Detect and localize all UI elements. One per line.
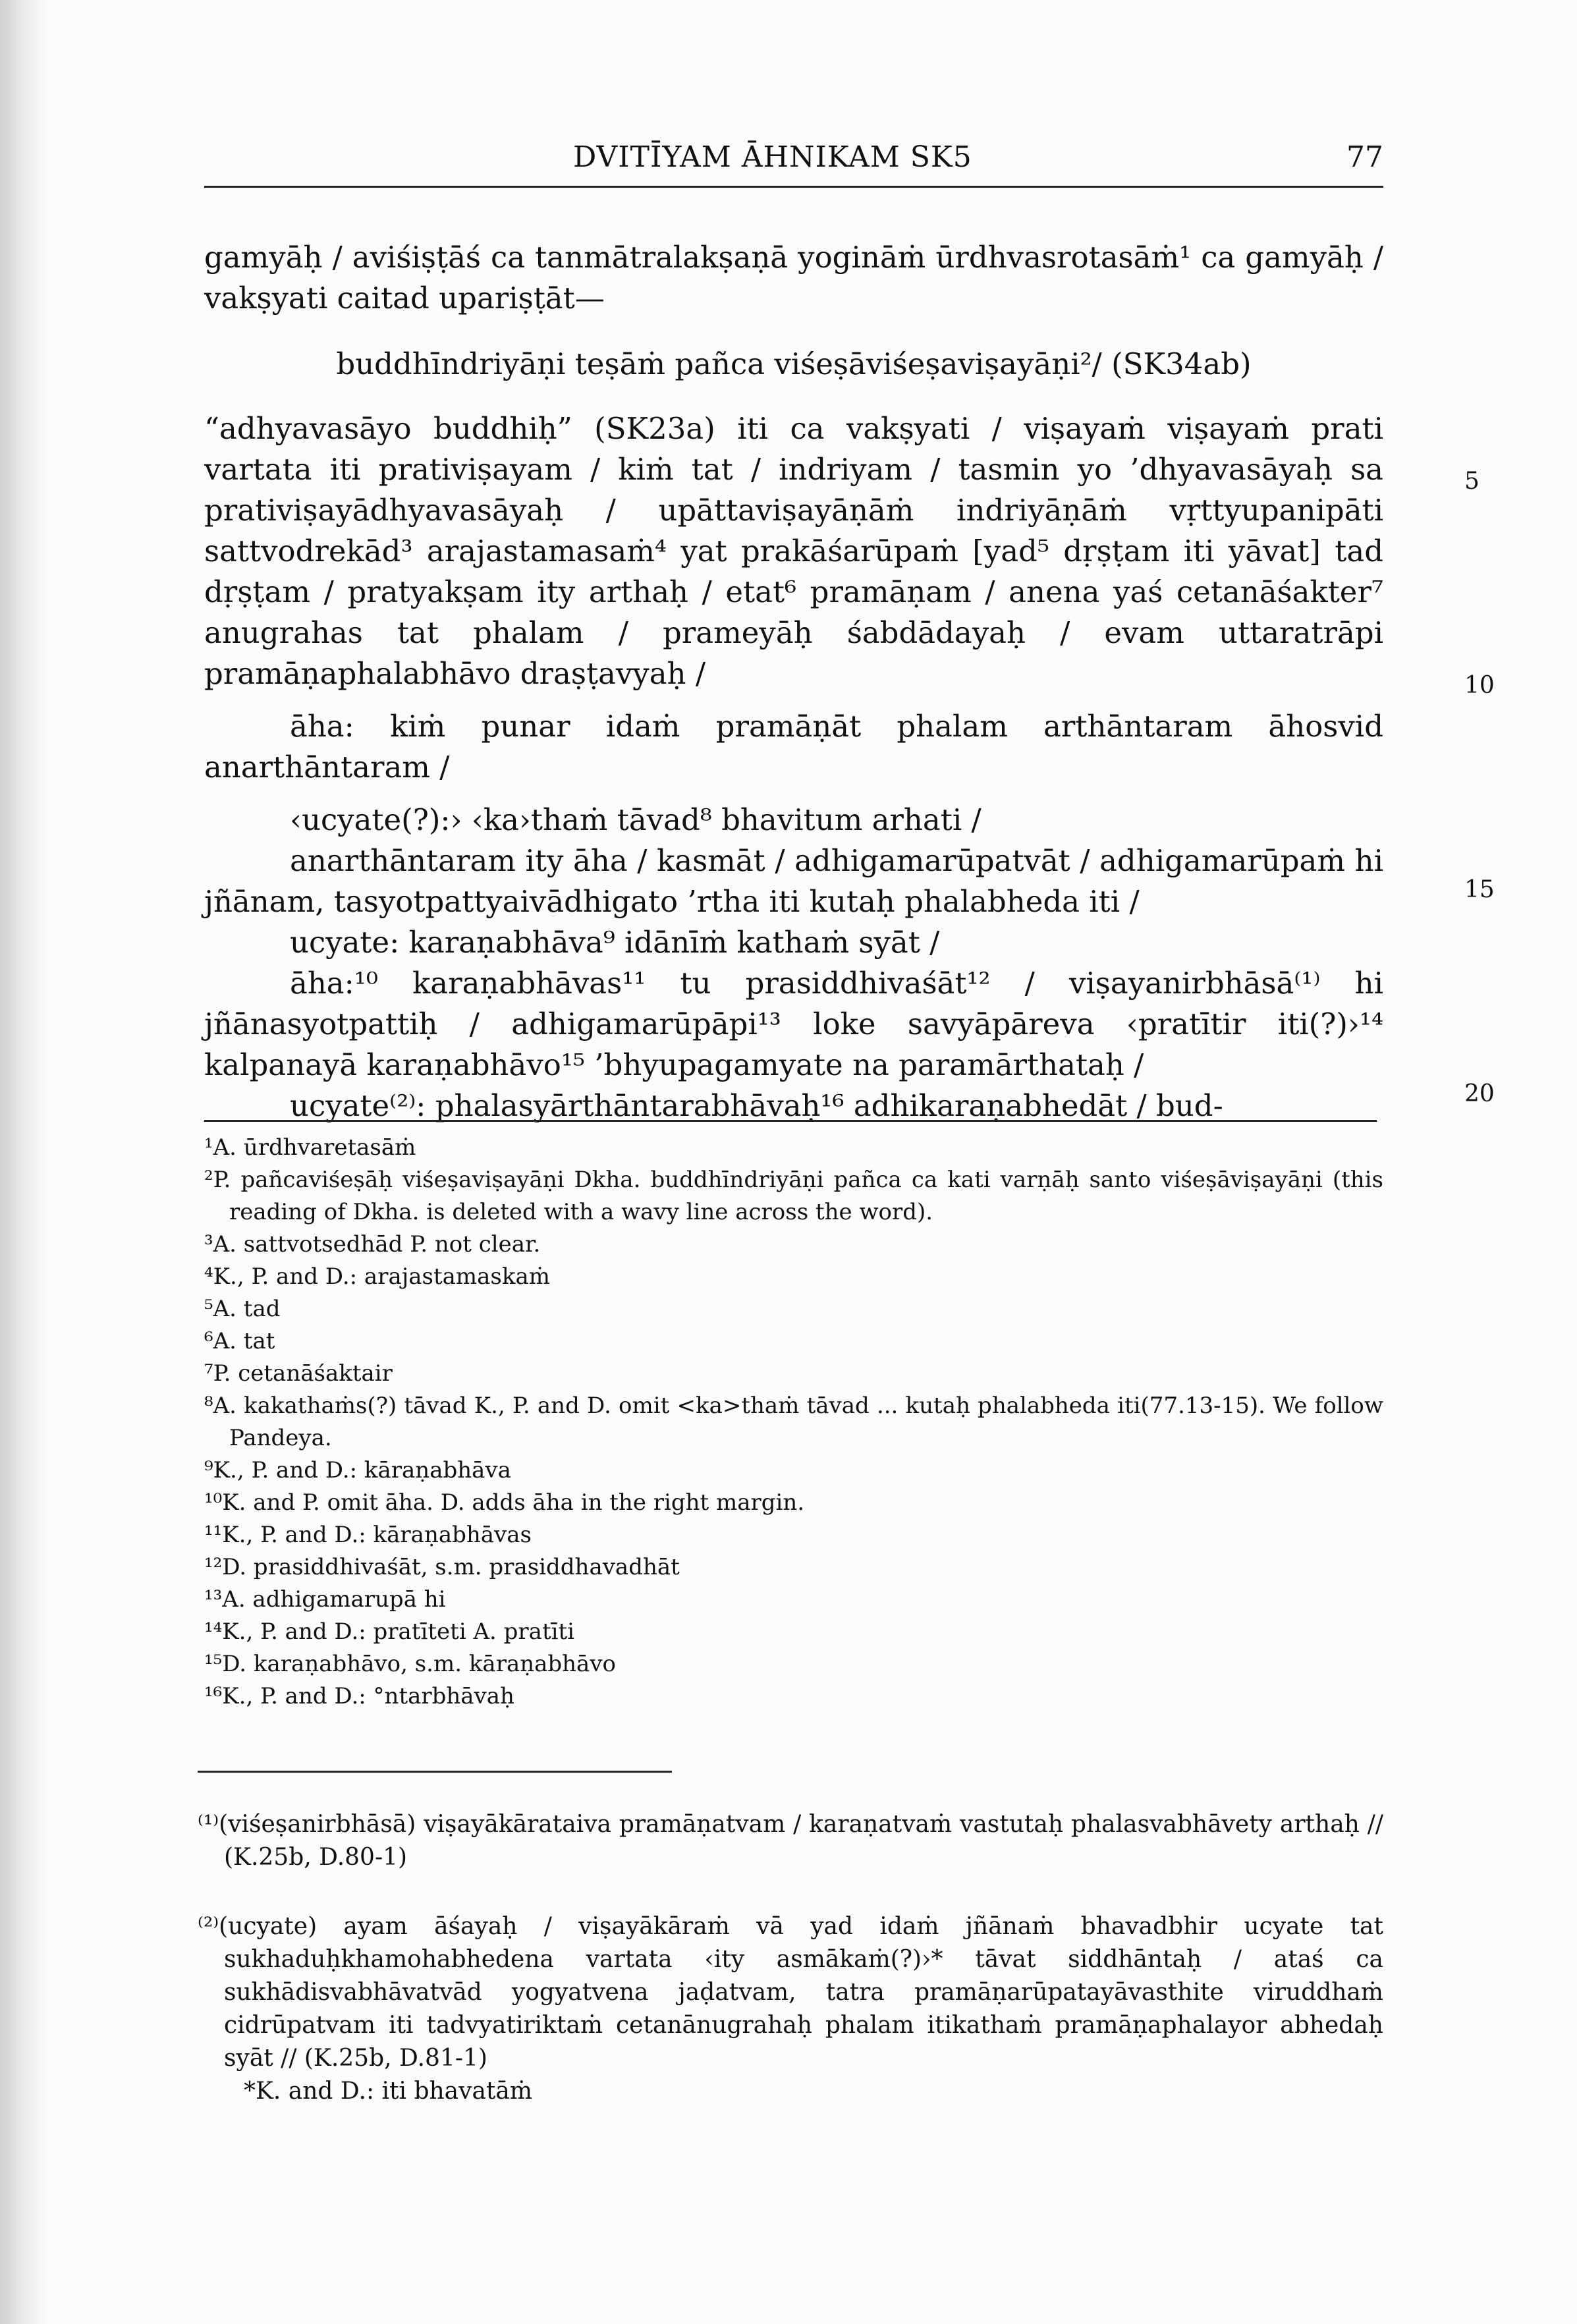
commentary-note-2: ⁽²⁾(ucyate) ayam āśayaḥ / viṣayākāraṁ vā yad idaṁ jñānaṁ bhavadbhir ucyate tat sukhaduḥkhamohabhedena vartata ‹ity asmākaṁ(?)›* tāvat siddhāntaḥ / ataś ca sukhādisvabhāvatvād yogyatvena jaḍatvam, tatra pramāṇarūpatayāvasthite viruddhaṁ cidrūpatvam iti tadvyatiriktaṁ cetanānugrahaḥ phalam itikathaṁ pramāṇaphalayor abhedaḥ syāt // (K.25b, D.81-1) bbox=[198, 1913, 1383, 2072]
paragraph-3: “adhyavasāyo buddhiḥ” (SK23a) iti ca vakṣyati / viṣayaṁ viṣayaṁ prati vartata iti prativiṣayam / kiṁ tat / indriyam / tasmin yo ’dhyavasāyaḥ sa prativiṣayādhyavasāyaḥ / upāttaviṣayāṇāṁ indriyāṇāṁ vṛttyupanipāti sattvodrekād³ arajastamasaṁ⁴ yat prakāśarūpaṁ [yad⁵ dṛṣṭam iti yāvat] tad dṛṣṭam / pratyakṣam ity arthaḥ / etat⁶ pramāṇam / anena yaś cetanāśakter⁷ anugrahas tat phalam / prameyāḥ śabdādayaḥ / evam uttaratrāpi pramāṇaphalabhāvo draṣṭavyaḥ / bbox=[204, 411, 1383, 691]
footnote-13: ¹³A. adhigamarupā hi bbox=[204, 1586, 446, 1613]
paragraph-ucyate-2: ucyate: karaṇabhāva⁹ idānīṁ kathaṁ syāt / bbox=[290, 925, 940, 960]
footnote-10: ¹⁰K. and P. omit āha. D. adds āha in the right margin. bbox=[204, 1489, 805, 1516]
footnote-9: ⁹K., P. and D.: kāraṇabhāva bbox=[204, 1457, 511, 1483]
running-header bbox=[204, 135, 1383, 188]
paragraph-ucyate-3: ucyate⁽²⁾: phalasyārthāntarabhāvaḥ¹⁶ adhikaraṇabhedāt / bud- bbox=[290, 1088, 1223, 1123]
footnote-8: ⁸A. kakathaṁs(?) tāvad K., P. and D. omit <ka>thaṁ tāvad ... kutaḥ phalabheda iti(77.13-15). We follow Pandeya. bbox=[204, 1393, 1383, 1451]
commentary-notes bbox=[198, 1808, 1383, 2144]
line-number-5: 5 bbox=[1464, 468, 1480, 495]
footnote-14: ¹⁴K., P. and D.: pratīteti A. pratīti bbox=[204, 1618, 575, 1645]
paragraph-1: gamyāḥ / aviśiṣṭāś ca tanmātralakṣaṇā yogināṁ ūrdhvasrotasāṁ¹ ca gamyāḥ / vakṣyati caitad upariṣṭāt— bbox=[204, 240, 1383, 316]
main-text bbox=[204, 237, 1383, 1126]
line-number-10: 10 bbox=[1464, 672, 1495, 699]
footnote-1: ¹A. ūrdhvaretasāṁ bbox=[204, 1134, 416, 1161]
footnote-15: ¹⁵D. karaṇabhāvo, s.m. kāraṇabhāvo bbox=[204, 1651, 616, 1677]
line-number-15: 15 bbox=[1464, 876, 1495, 903]
running-title: DVITĪYAM ĀHNIKAM SK5 bbox=[573, 140, 972, 174]
footnote-5: ⁵A. tad bbox=[204, 1296, 281, 1322]
verse-quote: buddhīndriyāṇi teṣāṁ pañca viśeṣāviśeṣaviṣayāṇi²/ (SK34ab) bbox=[336, 346, 1252, 381]
paragraph-aha-2: āha:¹⁰ karaṇabhāvas¹¹ tu prasiddhivaśāt¹² / viṣayanirbhāsā⁽¹⁾ hi jñānasyotpattiḥ / adhigamarūpāpi¹³ loke savyāpāreva ‹pratītir iti(?)›¹⁴ kalpanayā karaṇabhāvo¹⁵ ’bhyupagamyate na paramārthataḥ / bbox=[204, 966, 1383, 1082]
footnote-12: ¹²D. prasiddhivaśāt, s.m. prasiddhavadhāt bbox=[204, 1554, 680, 1580]
commentary-note-star: *K. and D.: iti bhavatāṁ bbox=[244, 2078, 533, 2105]
footnote-3: ³A. sattvotsedhād P. not clear. bbox=[204, 1231, 541, 1258]
header-rule bbox=[204, 186, 1383, 188]
footnote-6: ⁶A. tat bbox=[204, 1328, 275, 1354]
commentary-note-1: ⁽¹⁾(viśeṣanirbhāsā) viṣayākārataiva pramāṇatvam / karaṇatvaṁ vastutaḥ phalasvabhāvety arthaḥ // (K.25b, D.80-1) bbox=[198, 1811, 1383, 1871]
line-number-20: 20 bbox=[1464, 1080, 1495, 1107]
footnote-11: ¹¹K., P. and D.: kāraṇabhāvas bbox=[204, 1522, 532, 1548]
footnote-16: ¹⁶K., P. and D.: °ntarbhāvaḥ bbox=[204, 1683, 514, 1709]
paragraph-anarthantaram: anarthāntaram ity āha / kasmāt / adhigamarūpatvāt / adhigamarūpaṁ hi jñānam, tasyotpattyaivādhigato ’rtha iti kutaḥ phalabheda iti / bbox=[204, 843, 1383, 919]
commentary-rule bbox=[198, 1771, 672, 1773]
scan-edge-shadow bbox=[0, 0, 46, 2324]
footnote-rule bbox=[204, 1120, 1377, 1122]
footnote-4: ⁴K., P. and D.: arajastamaskaṁ bbox=[204, 1263, 550, 1290]
footnote-7: ⁷P. cetanāśaktair bbox=[204, 1360, 393, 1387]
paragraph-ucyate-1: ‹ucyate(?):› ‹ka›thaṁ tāvad⁸ bhavitum arhati / bbox=[290, 802, 982, 837]
footnotes bbox=[204, 1132, 1383, 1713]
footnote-2: ²P. pañcaviśeṣāḥ viśeṣaviṣayāṇi Dkha. buddhīndriyāṇi pañca ca kati varṇāḥ santo viśeṣāviṣayāṇi (this reading of Dkha. is deleted with a wavy line across the word). bbox=[204, 1167, 1383, 1225]
paragraph-aha-1: āha: kiṁ punar idaṁ pramāṇāt phalam arthāntaram āhosvid anarthāntaram / bbox=[204, 709, 1383, 785]
page-number: 77 bbox=[1346, 140, 1383, 174]
